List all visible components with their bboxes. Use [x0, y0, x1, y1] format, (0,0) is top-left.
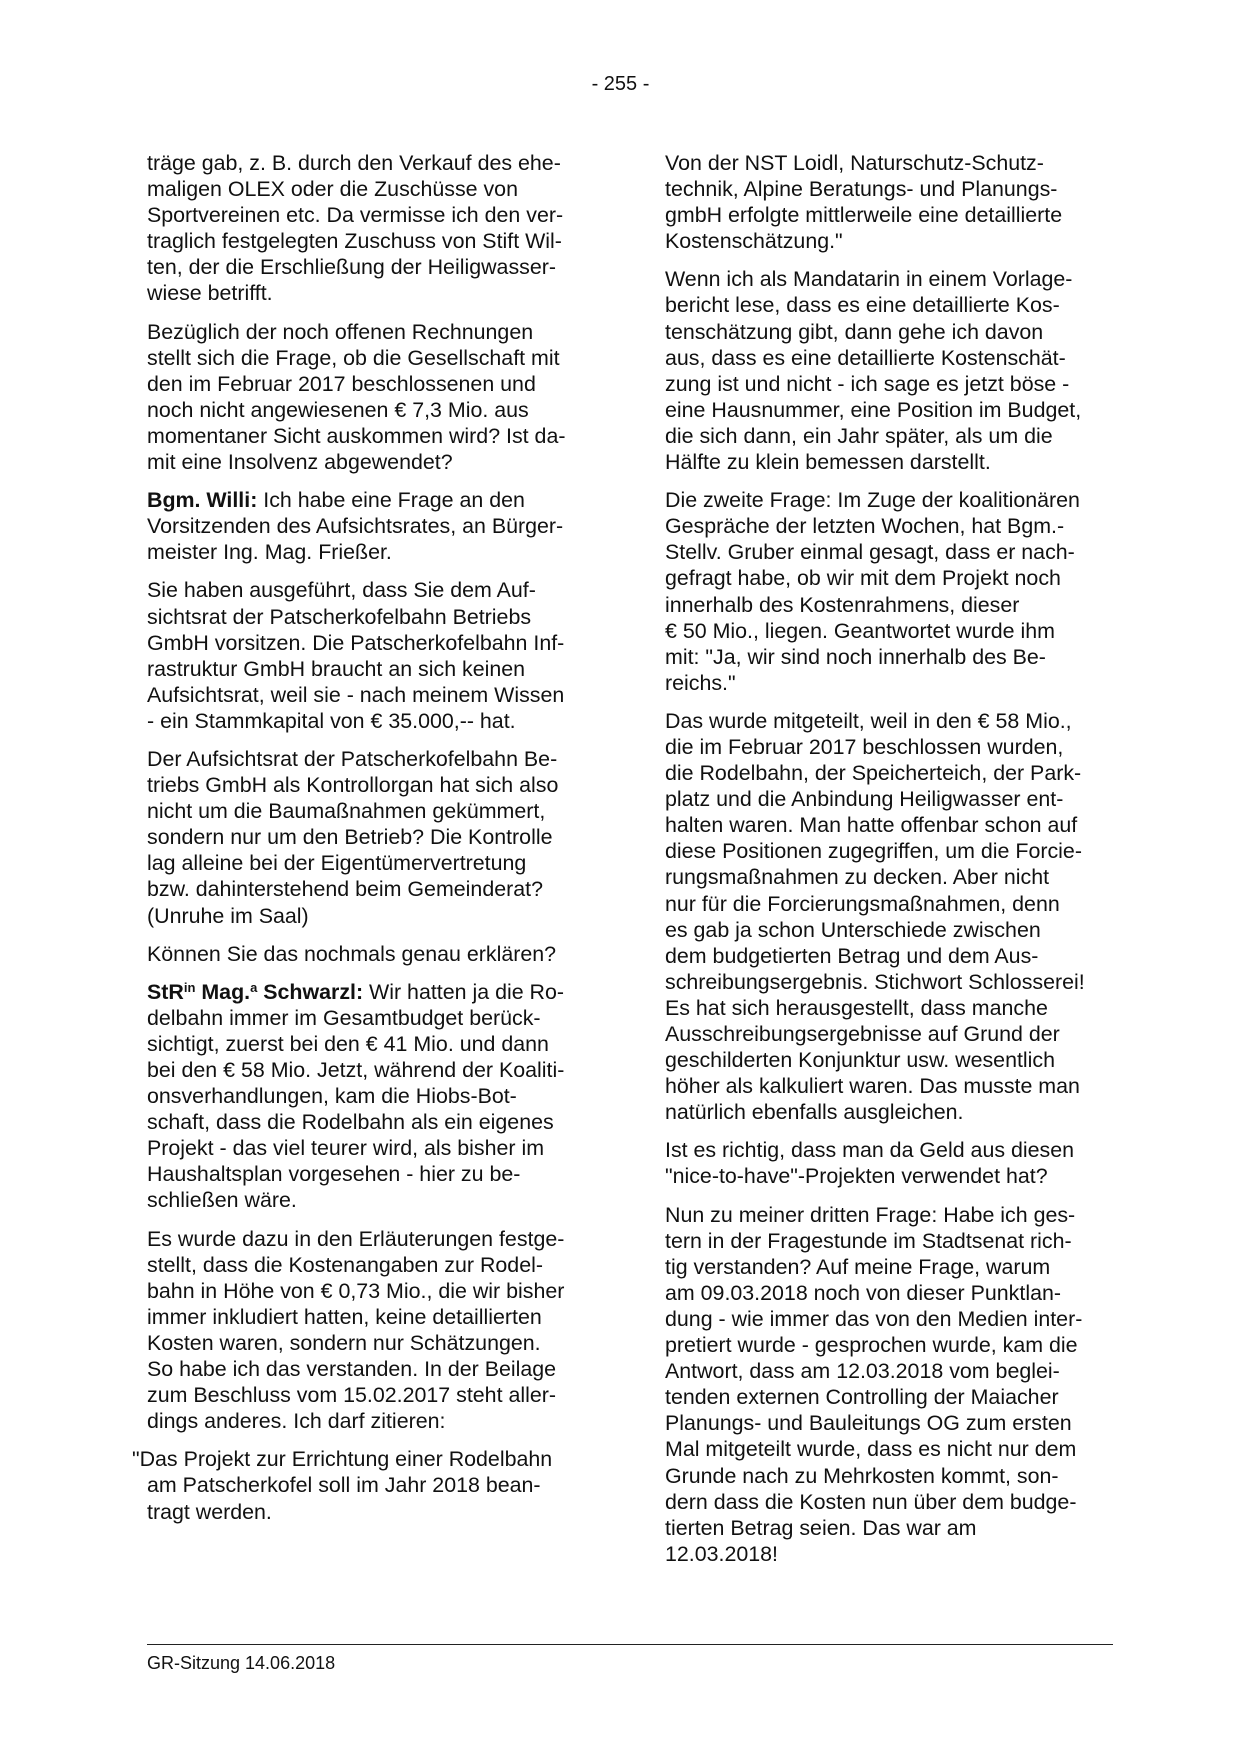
text-line: Aufsichtsrat, weil sie - nach meinem Wissen: [147, 682, 565, 707]
text-line: triebs GmbH als Kontrollorgan hat sich also: [147, 773, 559, 798]
text-line: Können Sie das nochmals genau erklären?: [147, 941, 557, 966]
text-line: "Das Projekt zur Errichtung einer Rodelbahn: [132, 1447, 553, 1472]
text-line: Grunde nach zu Mehrkosten kommt, son-: [665, 1463, 1059, 1488]
text-line: rastruktur GmbH braucht an sich keinen: [147, 656, 526, 681]
text-line: Der Aufsichtsrat der Patscherkofelbahn Be-: [147, 746, 558, 771]
left-column: [132, 150, 592, 1537]
quote-paragraph: [132, 1446, 592, 1524]
text-line: Stellv. Gruber einmal gesagt, dass er nach-: [665, 540, 1075, 565]
text-line: - ein Stammkapital von € 35.000,-- hat.: [147, 708, 516, 733]
right-column: [665, 150, 1110, 1579]
text-line: tern in der Fragestunde im Stadtsenat rich-: [665, 1228, 1072, 1253]
paragraph: [147, 1226, 592, 1435]
text-line: zum Beschluss vom 15.02.2017 steht aller-: [147, 1383, 557, 1408]
text-line: diese Positionen zugegriffen, um die Forcie-: [665, 839, 1082, 864]
text-line: Sie haben ausgeführt, dass Sie dem Auf-: [147, 578, 536, 603]
text-line: So habe ich das verstanden. In der Beilage: [147, 1357, 557, 1382]
text-line: die im Februar 2017 beschlossen wurden,: [665, 734, 1064, 759]
text-line: tragt werden.: [147, 1499, 272, 1524]
text-line: Mal mitgeteilt wurde, dass es nicht nur dem: [665, 1437, 1077, 1462]
text-line: stellt, dass die Kostenangaben zur Rodel-: [147, 1252, 543, 1277]
paragraph: [147, 577, 592, 734]
text-line: Gespräche der letzten Wochen, hat Bgm.-: [665, 514, 1065, 539]
text-line: dem budgetierten Betrag und dem Aus-: [665, 943, 1039, 968]
paragraph: [665, 1137, 1110, 1189]
text-line: lag alleine bei der Eigentümervertretung: [147, 851, 527, 876]
text-line: stellt sich die Frage, ob die Gesellschaft mit: [147, 345, 560, 370]
text-line: € 50 Mio., liegen. Geantwortet wurde ihm: [665, 618, 1055, 643]
text-line: tierten Betrag seien. Das war am: [665, 1515, 977, 1540]
text-line: Wenn ich als Mandatarin in einem Vorlage-: [665, 267, 1073, 292]
text-line: "nice-to-have"-Projekten verwendet hat?: [665, 1164, 1048, 1189]
text-line: am Patscherkofel soll im Jahr 2018 bean-: [147, 1473, 541, 1498]
paragraph: [147, 746, 592, 929]
paragraph: [665, 266, 1110, 475]
text-line: dung - wie immer das von den Medien inter-: [665, 1306, 1083, 1331]
paragraph: [147, 150, 592, 307]
speaker-text: Wir hatten ja die Ro-: [363, 979, 565, 1004]
text-line: 12.03.2018!: [665, 1541, 779, 1566]
text-line: Haushaltsplan vorgesehen - hier zu be-: [147, 1162, 521, 1187]
text-line: technik, Alpine Beratungs- und Planungs-: [665, 177, 1058, 202]
text-line: Antwort, dass am 12.03.2018 vom beglei-: [665, 1359, 1060, 1384]
text-line: die Rodelbahn, der Speicherteich, der Park-: [665, 761, 1082, 786]
text-line: [147, 979, 592, 1005]
text-line: pretiert wurde - gesprochen wurde, kam die: [665, 1333, 1078, 1358]
text-line: die sich dann, ein Jahr später, als um die: [665, 423, 1053, 448]
speaker-surname: Schwarzl:: [257, 979, 364, 1004]
text-line: Es hat sich herausgestellt, dass manche: [665, 995, 1048, 1020]
speaker-title: StR: [147, 979, 184, 1004]
speaker-name: [147, 980, 363, 1004]
footer-text: GR-Sitzung 14.06.2018: [147, 1653, 336, 1673]
text-line: delbahn immer im Gesamtbudget berück-: [147, 1005, 541, 1030]
text-line: Projekt - das viel teurer wird, als bisher im: [147, 1136, 545, 1161]
speaker-degree-suffix: a: [250, 979, 258, 995]
text-line: Kostenschätzung.": [665, 229, 843, 254]
text-line: zung ist und nicht - ich sage es jetzt böse -: [665, 371, 1070, 396]
text-line: ten, der die Erschließung der Heiligwasser-: [147, 255, 556, 280]
text-line: momentaner Sicht auskommen wird? Ist da-: [147, 423, 566, 448]
paragraph: [665, 150, 1110, 254]
text-line: noch nicht angewiesenen € 7,3 Mio. aus: [147, 397, 529, 422]
text-line: den im Februar 2017 beschlossenen und: [147, 371, 536, 396]
text-line: Hälfte zu klein bemessen darstellt.: [665, 450, 991, 475]
speaker-paragraph: [147, 487, 592, 565]
text-line: Von der NST Loidl, Naturschutz-Schutz-: [665, 151, 1044, 175]
text-line: bahn in Höhe von € 0,73 Mio., die wir bisher: [147, 1278, 565, 1303]
page-number: - 255 -: [591, 73, 650, 95]
text-line: nur für die Forcierungsmaßnahmen, denn: [665, 891, 1060, 916]
text-line: Bezüglich der noch offenen Rechnungen: [147, 319, 534, 344]
text-line: mit: "Ja, wir sind noch innerhalb des Be-: [665, 644, 1046, 669]
text-line: Nun zu meiner dritten Frage: Habe ich ges-: [665, 1202, 1076, 1227]
paragraph: [665, 487, 1110, 696]
paragraph: [147, 941, 592, 967]
text-line: dings anderes. Ich darf zitieren:: [147, 1409, 446, 1434]
text-line: immer inkludiert hatten, keine detaillierten: [147, 1304, 542, 1329]
text-line: schließen wäre.: [147, 1188, 297, 1213]
paragraph: [665, 708, 1110, 1126]
text-line: natürlich ebenfalls ausgleichen.: [665, 1100, 964, 1125]
text-line: reichs.": [665, 670, 736, 695]
text-line: schreibungsergebnis. Stichwort Schlosserei!: [665, 969, 1085, 994]
text-line: bericht lese, dass es eine detaillierte Kos-: [665, 293, 1060, 318]
text-line: Kosten waren, sondern nur Schätzungen.: [147, 1330, 541, 1355]
text-line: halten waren. Man hatte offenbar schon auf: [665, 813, 1078, 838]
speaker-text: Ich habe eine Frage an den: [257, 488, 525, 513]
text-line: rungsmaßnahmen zu decken. Aber nicht: [665, 865, 1050, 890]
speaker-degree: Mag.: [195, 979, 251, 1004]
text-line: Planungs- und Bauleitungs OG zum ersten: [665, 1411, 1072, 1436]
text-line: platz und die Anbindung Heiligwasser ent-: [665, 787, 1064, 812]
text-line: Die zweite Frage: Im Zuge der koalitionären: [665, 488, 1080, 513]
speaker-title-suffix: in: [183, 979, 196, 995]
text-line: sondern nur um den Betrieb? Die Kontrolle: [147, 825, 553, 850]
text-line: höher als kalkuliert waren. Das musste man: [665, 1074, 1080, 1099]
text-line: es gab ja schon Unterschiede zwischen: [665, 917, 1041, 942]
text-line: dern dass die Kosten nun über dem budge-: [665, 1489, 1077, 1514]
speaker-name: Bgm. Willi:: [147, 488, 258, 513]
text-line: wiese betrifft.: [147, 281, 273, 306]
text-line: Vorsitzenden des Aufsichtsrates, an Bürger-: [147, 514, 564, 539]
text-line: tenschätzung gibt, dann gehe ich davon: [665, 319, 1044, 344]
text-line: am 09.03.2018 noch von dieser Punktlan-: [665, 1280, 1061, 1305]
text-line: [147, 487, 592, 513]
text-line: gmbH erfolgte mittlerweile eine detaillierte: [665, 203, 1063, 228]
text-line: sichtsrat der Patscherkofelbahn Betriebs: [147, 604, 532, 629]
footer-divider: [147, 1644, 1113, 1645]
text-line: geschilderten Konjunktur usw. wesentlich: [665, 1048, 1056, 1073]
text-line: mit eine Insolvenz abgewendet?: [147, 450, 453, 475]
speaker-paragraph: [147, 979, 592, 1214]
text-line: gefragt habe, ob wir mit dem Projekt noch: [665, 566, 1061, 591]
text-line: Es wurde dazu in den Erläuterungen festge-: [147, 1226, 565, 1251]
text-line: eine Hausnummer, eine Position im Budget,: [665, 397, 1082, 422]
text-line: tig verstanden? Auf meine Frage, warum: [665, 1254, 1051, 1279]
text-line: sichtigt, zuerst bei den € 41 Mio. und dann: [147, 1031, 549, 1056]
text-line: bei den € 58 Mio. Jetzt, während der Koaliti-: [147, 1058, 565, 1082]
text-line: GmbH vorsitzen. Die Patscherkofelbahn Inf-: [147, 630, 565, 655]
text-line: schaft, dass die Rodelbahn als ein eigenes: [147, 1110, 554, 1135]
text-line: onsverhandlungen, kam die Hiobs-Bot-: [147, 1084, 517, 1109]
text-line: Ausschreibungsergebnisse auf Grund der: [665, 1022, 1060, 1046]
text-line: traglich festgelegten Zuschuss von Stift Wil-: [147, 229, 562, 254]
text-line: nicht um die Baumaßnahmen gekümmert,: [147, 799, 546, 824]
text-line: meister Ing. Mag. Frießer.: [147, 540, 392, 565]
text-line: Sportvereinen etc. Da vermisse ich den ver-: [147, 203, 564, 228]
text-line: Das wurde mitgeteilt, weil in den € 58 Mio.,: [665, 708, 1072, 733]
text-line: aus, dass es eine detaillierte Kostenschät-: [665, 345, 1066, 370]
text-line: bzw. dahinterstehend beim Gemeinderat?: [147, 877, 543, 902]
text-line: innerhalb des Kostenrahmens, dieser: [665, 592, 1020, 617]
text-line: tenden externen Controlling der Maiacher: [665, 1385, 1059, 1410]
text-line: (Unruhe im Saal): [147, 903, 309, 928]
text-line: träge gab, z. B. durch den Verkauf des ehe-: [147, 151, 561, 175]
text-line: maligen OLEX oder die Zuschüsse von: [147, 177, 518, 202]
paragraph: [147, 319, 592, 476]
paragraph: [665, 1202, 1110, 1567]
text-line: Ist es richtig, dass man da Geld aus diesen: [665, 1138, 1075, 1163]
